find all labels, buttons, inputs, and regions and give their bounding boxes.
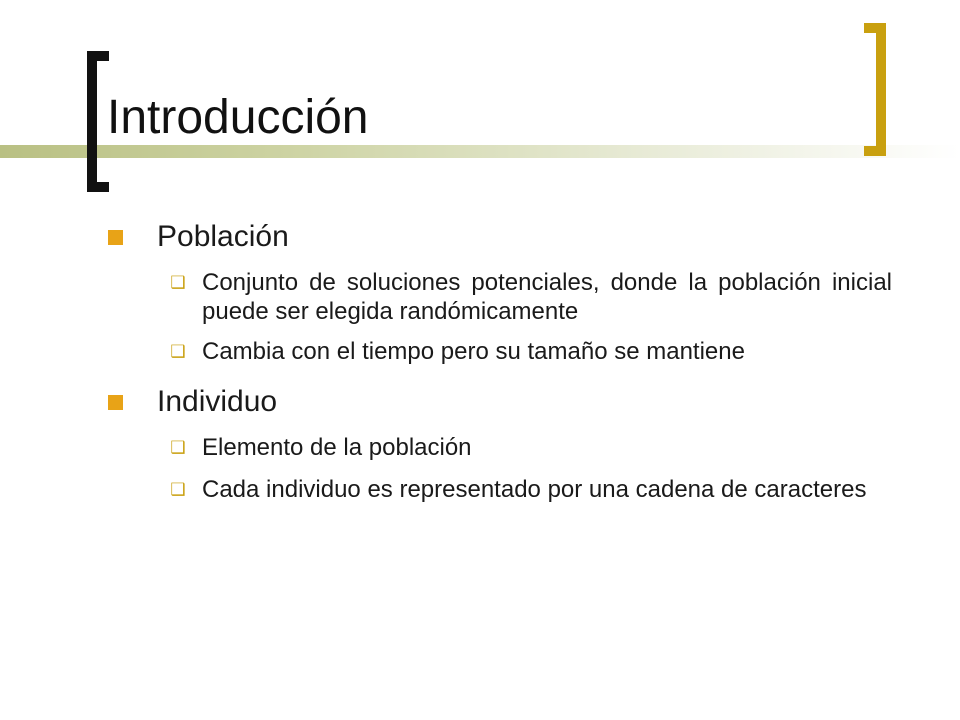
hollow-square-bullet-icon: ❑ [170, 438, 186, 457]
sub-bullet-item [163, 267, 908, 326]
sub-bullet-text: Conjunto de soluciones potenciales, donde la población inicial puede ser elegida randómicamente [202, 269, 892, 325]
bullet-label: Individuo [157, 385, 278, 418]
sub-bullet-text: Cambia con el tiempo pero su tamaño se mantiene [202, 338, 745, 365]
left-bracket-decoration [87, 51, 109, 192]
square-bullet-icon [108, 230, 123, 245]
bullet-item-poblacion [108, 213, 908, 261]
sub-bullet-item [163, 474, 908, 506]
bullet-item-individuo [108, 378, 908, 426]
slide-title: Introducción [107, 91, 369, 144]
bullet-list [108, 213, 908, 516]
square-bullet-icon [108, 395, 123, 410]
sub-bullet-item [163, 336, 908, 368]
sub-bullet-text: Elemento de la población [202, 434, 472, 461]
sub-bullet-text: Cada individuo es representado por una cadena de caracteres [202, 476, 867, 503]
sub-bullet-item [163, 432, 908, 464]
right-bracket-decoration [864, 23, 886, 156]
bullet-label: Población [157, 220, 289, 253]
hollow-square-bullet-icon: ❑ [170, 342, 186, 361]
hollow-square-bullet-icon: ❑ [170, 273, 186, 292]
hollow-square-bullet-icon: ❑ [170, 480, 186, 499]
sub-bullet-list-poblacion [163, 267, 908, 368]
sub-bullet-list-individuo [163, 432, 908, 506]
